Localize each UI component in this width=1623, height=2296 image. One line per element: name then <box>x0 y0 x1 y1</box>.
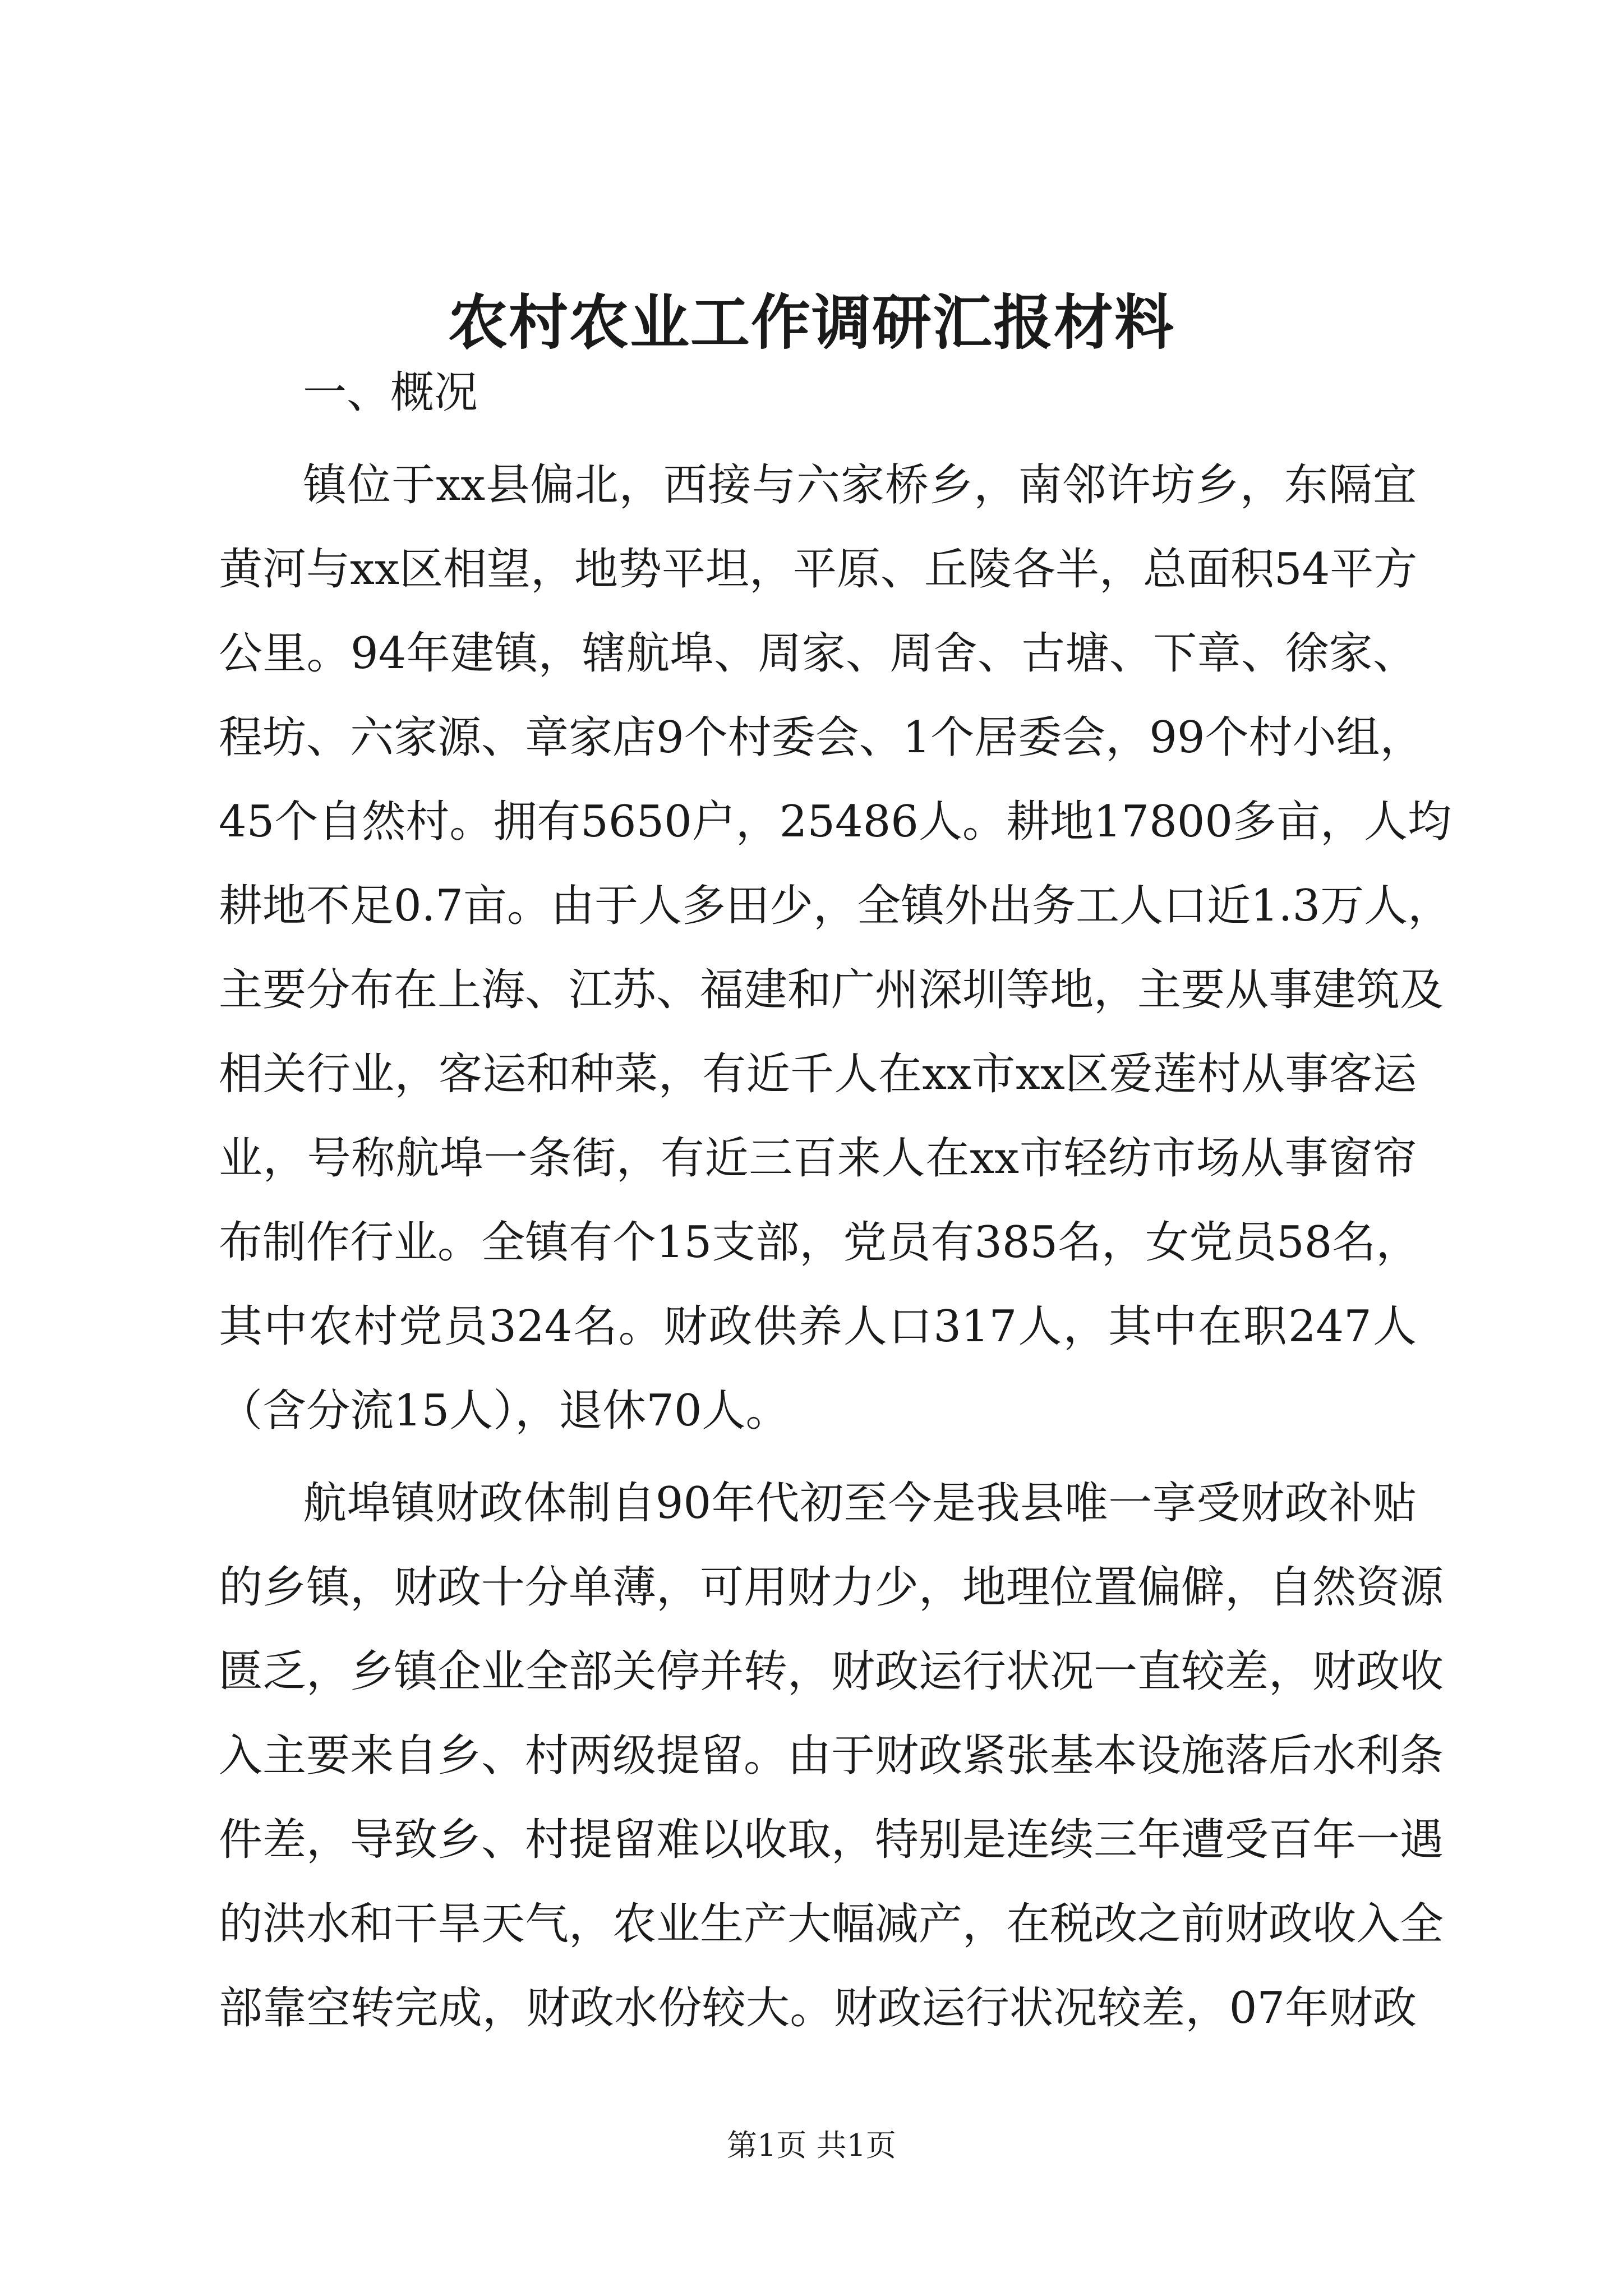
paragraph-2-line: 部靠空转完成，财政水份较大。财政运行状况较差，07年财政 <box>219 1983 1417 2033</box>
paragraph-1-line: 黄河与xx区相望，地势平坦，平原、丘陵各半，总面积54平方 <box>219 544 1418 595</box>
document-title: 农村农业工作调研汇报材料 <box>448 287 1175 357</box>
paragraph-2-line: 匮乏，乡镇企业全部关停并转，财政运行状况一直较差，财政收 <box>219 1646 1444 1697</box>
paragraph-2-line: 的乡镇，财政十分单薄，可用财力少，地理位置偏僻，自然资源 <box>219 1562 1444 1613</box>
paragraph-1-line: 45个自然村。拥有5650户，25486人。耕地17800多亩，人均 <box>219 797 1452 847</box>
paragraph-1-line: 主要分布在上海、江苏、福建和广州深圳等地，主要从事建筑及 <box>219 965 1444 1015</box>
paragraph-1-line: 布制作行业。全镇有个15支部，党员有385名，女党员58名， <box>219 1217 1420 1268</box>
paragraph-1-line: 程坊、六家源、章家店9个村委会、1个居委会，99个村小组， <box>219 712 1424 763</box>
paragraph-1-line: 耕地不足0.7亩。由于人多田少，全镇外出务工人口近1.3万人， <box>219 881 1452 931</box>
paragraph-2-line: 的洪水和干旱天气，农业生产大幅减产，在税改之前财政收入全 <box>219 1899 1444 1949</box>
paragraph-2-line: 件差，导致乡、村提留难以收取，特别是连续三年遭受百年一遇 <box>219 1815 1444 1865</box>
paragraph-2-line: 航埠镇财政体制自90年代初至今是我县唯一享受财政补贴 <box>303 1478 1417 1529</box>
paragraph-1-line: （含分流15人），退休70人。 <box>219 1386 790 1436</box>
paragraph-1-line: 公里。94年建镇，辖航埠、周家、周舍、古塘、下章、徐家、 <box>219 628 1417 679</box>
page-footer: 第1页 共1页 <box>727 2128 896 2163</box>
paragraph-1-line: 其中农村党员324名。财政供养人口317人，其中在职247人 <box>219 1301 1417 1352</box>
paragraph-2-line: 入主要来自乡、村两级提留。由于财政紧张基本设施落后水利条 <box>219 1731 1444 1781</box>
paragraph-1-line: 业，号称航埠一条街，有近三百来人在xx市轻纺市场从事窗帘 <box>219 1133 1417 1184</box>
section-heading: 一、概况 <box>303 367 478 418</box>
paragraph-1-line: 镇位于xx县偏北，西接与六家桥乡，南邻许坊乡，东隔宜 <box>303 460 1417 510</box>
paragraph-1-line: 相关行业，客运和种菜，有近千人在xx市xx区爱莲村从事客运 <box>219 1049 1417 1099</box>
